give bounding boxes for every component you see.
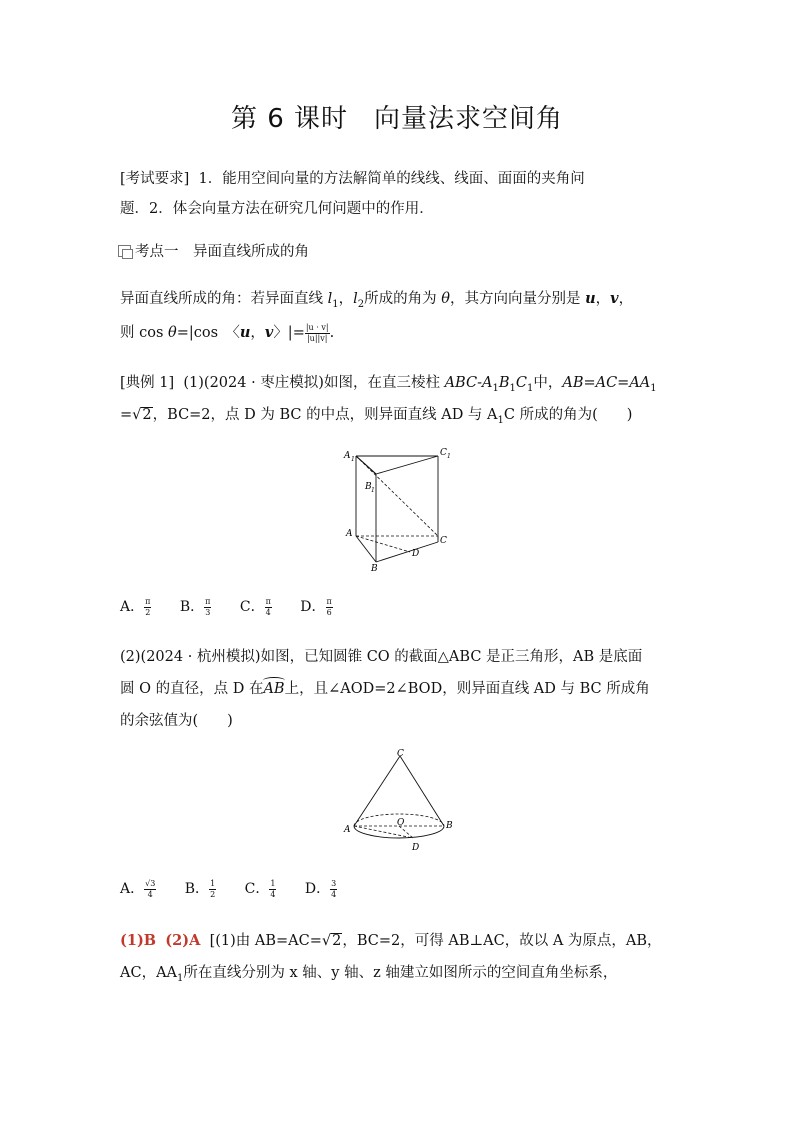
- example1-options: [120, 596, 357, 618]
- svg-text:1: 1: [447, 453, 451, 460]
- option-c[interactable]: C． $\frac{\pi}{4}$: [239, 596, 271, 617]
- title-topic: 向量法求空间角: [374, 104, 564, 134]
- option-c[interactable]: C． $\frac{1}{4}$: [244, 878, 276, 899]
- example2-line1: (2)(2024 · 杭州模拟)如图，已知圆锥 CO 的截面△ABC 是正三角形，AB 是底面: [120, 649, 643, 665]
- option-d[interactable]: D． $\frac{3}{4}$: [304, 878, 337, 899]
- label-cone-O: O: [397, 818, 405, 828]
- answer-1: (1)B: [120, 932, 157, 949]
- cone-figure: [340, 746, 460, 856]
- svg-text:1: 1: [351, 456, 355, 463]
- example1-line2: =√2，BC=2，点 D 为 BC 的中点，则异面直线 AD 与 $A_1C$ 所成的角为( ): [120, 407, 633, 426]
- label-B: B: [371, 564, 378, 572]
- svg-text:1: 1: [371, 487, 375, 494]
- label-A: A: [346, 529, 353, 539]
- option-a[interactable]: A． $\frac{\pi}{2}$: [120, 596, 151, 617]
- exam-requirements: [120, 164, 676, 194]
- example2-line3: 的余弦值为( ): [120, 713, 233, 729]
- option-a[interactable]: A． $\frac{√3}{4}$: [120, 878, 156, 899]
- example2-line2: 圆 O 的直径，点 D 在 AB上，且∠AOD=2∠BOD，则异面直线 AD 与 BC 所成角: [120, 674, 676, 704]
- label-cone-C: C: [397, 749, 404, 759]
- section-icon: [118, 245, 131, 257]
- label-A1: A: [344, 451, 351, 461]
- option-d[interactable]: D． $\frac{\pi}{6}$: [300, 596, 332, 617]
- label-cone-B: B: [446, 821, 453, 831]
- label-B1: B: [365, 482, 372, 492]
- exam-requirements-line2: 题．2．体会向量方法在研究几何问题中的作用．: [120, 201, 434, 217]
- label-D: D: [412, 549, 420, 559]
- definition-line2: 则 cos θ=|cos 〈u，v〉|= $\frac{|u \cdot v|}{|u||v|}$ .: [120, 322, 335, 343]
- answer-line2: AC，$AA_1$所在直线分别为 x 轴、y 轴、z 轴建立如图所示的空间直角坐标系，: [120, 965, 618, 984]
- requirement-line1: 1．能用空间向量的方法解简单的线线、线面、面面的夹角问: [198, 171, 585, 187]
- section-heading: [118, 240, 309, 261]
- answer-2: (2)A: [165, 932, 201, 949]
- example2-options: [120, 878, 361, 900]
- title-lesson: 第 6 课时: [230, 104, 349, 134]
- section-label: 考点一 异面直线所成的角: [135, 244, 309, 260]
- label-cone-D: D: [412, 843, 420, 853]
- option-b[interactable]: B． $\frac{\pi}{3}$: [179, 596, 211, 617]
- page-title: [0, 98, 794, 135]
- definition-line1: 异面直线所成的角：若异面直线 $l_1$，$l_2$所成的角为 θ，其方向向量分别是 u，v，: [120, 290, 634, 310]
- cos-fraction: $\frac{|u \cdot v|}{|u||v|}$: [305, 322, 329, 343]
- label-C: C: [440, 536, 447, 546]
- example1-line1: [典例 1] (1)(2024 · 枣庄模拟)如图，在直三棱柱 ABC-$A_1B_1C_1$中，$AB=AC=AA_1$: [120, 375, 657, 394]
- answer-line1: (1)B (2)A [(1)由 AB=AC=√2，BC=2，可得 AB⊥AC，故以 A 为原点，AB，: [120, 932, 662, 949]
- label-cone-A: A: [344, 825, 351, 835]
- requirement-tag: [考试要求]: [120, 171, 190, 187]
- label-C1: C: [440, 448, 447, 458]
- option-b[interactable]: B． $\frac{1}{2}$: [184, 878, 216, 899]
- prism-figure: [340, 444, 460, 572]
